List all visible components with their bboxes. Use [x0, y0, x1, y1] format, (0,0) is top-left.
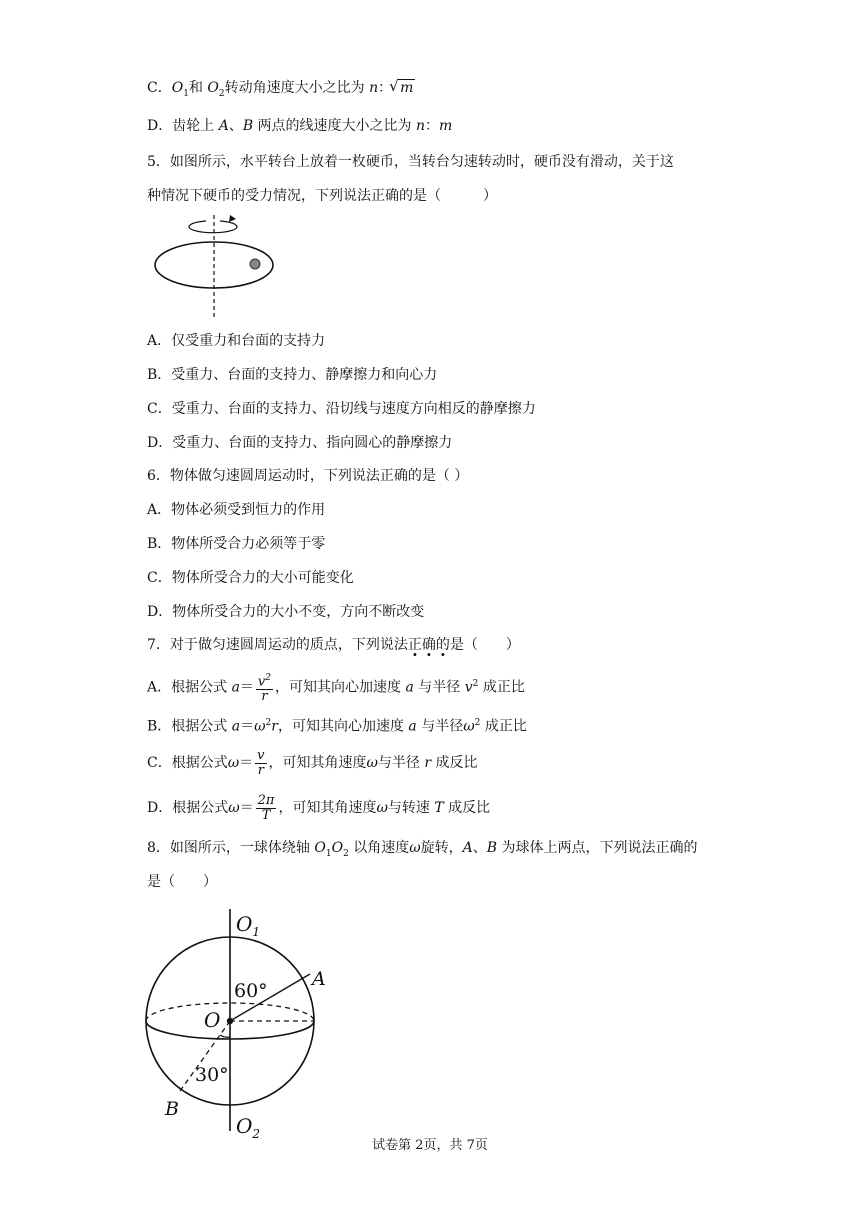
label-o: O	[204, 1008, 221, 1032]
label-b: B	[165, 1098, 179, 1120]
q8-sphere-figure	[140, 905, 340, 1141]
fraction-v2-over-r: $\frac{v^2}{r}$	[257, 672, 272, 705]
q7-stem: 7．对于做匀速圆周运动的质点，下列说法正确的是（ ）	[147, 637, 520, 653]
q4-option-c: C．$O_1$和 $O_2$转动角速度大小之比为 n：√ m	[147, 78, 415, 104]
q6-option-d: D．物体所受合力的大小不变，方向不断改变	[147, 604, 425, 620]
rotation-arrowhead	[229, 215, 236, 222]
label-a: A	[312, 968, 326, 990]
q8-stem-line1: 8．如图所示，一球体绕轴 $O_1O_2$ 以角速度ω旋转，A、B 为球体上两点，下列说法正确的	[147, 840, 698, 859]
angle-label-30: 30°	[195, 1064, 229, 1086]
q5-option-c: C．受重力、台面的支持力、沿切线与速度方向相反的静摩擦力	[147, 401, 536, 417]
q4-option-d: D．齿轮上 A、B 两点的线速度大小之比为 n：m	[147, 118, 453, 134]
q5-stem-line1: 5．如图所示，水平转台上放着一枚硬币，当转台匀速转动时，硬币没有滑动，关于这	[147, 154, 674, 170]
q7-option-c: C．根据公式ω＝ $\frac{v}{r}$ ，可知其角速度ω与半径 r 成反比	[147, 747, 478, 778]
angle-arc-30	[220, 1035, 230, 1037]
coin	[250, 259, 260, 269]
q6-option-a: A．物体必须受到恒力的作用	[147, 502, 326, 518]
q5-stem-line2: 种情况下硬币的受力情况，下列说法正确的是（ ）	[147, 188, 497, 204]
label-o2: $O_2$	[236, 1114, 261, 1141]
q8-stem-line2: 是（ ）	[147, 874, 217, 890]
fraction-2pi-over-t: $\frac{2\pi}{T}$	[257, 792, 275, 823]
page-footer: 试卷第 2页，共 7页	[372, 1138, 488, 1153]
q7-option-d: D．根据公式ω＝ $\frac{2\pi}{T}$ ，可知其角速度ω与转速 T 成反比	[147, 792, 491, 823]
q6-option-c: C．物体所受合力的大小可能变化	[147, 570, 354, 586]
q5-option-b: B．受重力、台面的支持力、静摩擦力和向心力	[147, 367, 438, 383]
emphasis-text: 正确的	[407, 637, 450, 653]
q5-option-a: A．仅受重力和台面的支持力	[147, 333, 326, 349]
sqrt-m: √ m	[398, 79, 415, 96]
fraction-v-over-r: $\frac{v}{r}$	[257, 747, 265, 778]
q7-option-a: A．根据公式 a＝ $\frac{v^2}{r}$ ，可知其向心加速度 a 与半径 $v^2$ 成正比	[147, 672, 525, 705]
rotation-arrow	[189, 221, 237, 233]
q5-option-d: D．受重力、台面的支持力、指向圆心的静摩擦力	[147, 435, 453, 451]
q6-option-b: B．物体所受合力必须等于零	[147, 536, 326, 552]
label-o1: $O_1$	[236, 912, 261, 939]
q5-turntable-figure	[150, 212, 280, 322]
q7-option-b: B．根据公式 $a=\omega^2r$，可知其向心加速度 a 与半径$\omega^2$ 成正比	[147, 718, 527, 735]
q6-stem: 6．物体做匀速圆周运动时，下列说法正确的是（ ）	[147, 468, 469, 484]
center-point	[227, 1018, 233, 1024]
angle-label-60: 60°	[234, 980, 268, 1002]
